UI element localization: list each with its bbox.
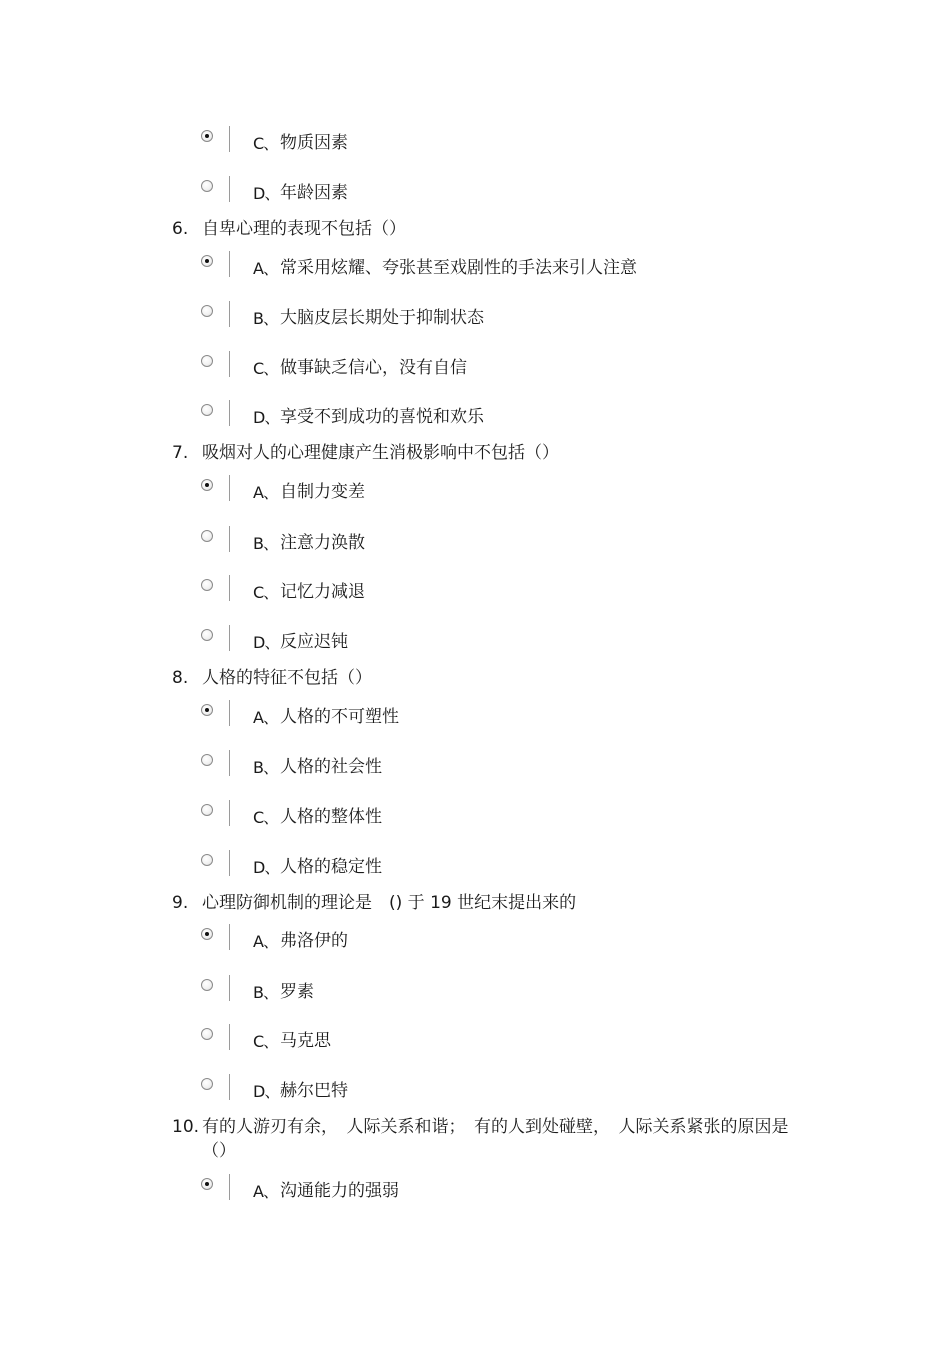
option-letter: C、 [253, 1032, 279, 1051]
option-text: 赫尔巴特 [280, 1081, 348, 1101]
option-8d[interactable] [201, 852, 761, 882]
option-divider [229, 750, 230, 776]
option-7d[interactable] [201, 627, 761, 657]
radio-button[interactable] [201, 355, 213, 367]
question-text: 吸烟对人的心理健康产生消极影响中不包括（） [202, 443, 559, 463]
radio-button[interactable] [201, 305, 213, 317]
option-text: 反应迟钝 [280, 632, 348, 652]
question-number: 9. [172, 893, 189, 913]
option-divider [229, 975, 230, 1001]
radio-button[interactable] [201, 754, 213, 766]
option-letter: D、 [253, 184, 280, 203]
radio-button[interactable] [201, 1078, 213, 1090]
option-text: 弗洛伊的 [280, 931, 348, 951]
option-8a[interactable] [201, 702, 761, 732]
option-text: 沟通能力的强弱 [280, 1181, 399, 1201]
option-letter: A、 [253, 483, 278, 502]
question-number: 10. [172, 1117, 200, 1137]
option-divider [229, 251, 230, 277]
option-5d[interactable] [201, 178, 761, 208]
radio-button-checked[interactable] [201, 928, 213, 940]
option-divider [229, 475, 230, 501]
option-divider [229, 1024, 230, 1050]
question-10 [172, 1115, 812, 1163]
option-6a[interactable] [201, 253, 761, 283]
option-divider [229, 575, 230, 601]
question-number: 8. [172, 668, 189, 688]
option-text: 自制力变差 [280, 482, 365, 502]
question-number: 7. [172, 443, 189, 463]
option-8c[interactable] [201, 802, 761, 832]
option-divider [229, 176, 230, 202]
option-7a[interactable] [201, 477, 761, 507]
radio-button[interactable] [201, 180, 213, 192]
radio-button[interactable] [201, 404, 213, 416]
option-letter: C、 [253, 134, 279, 153]
radio-button[interactable] [201, 579, 213, 591]
option-text: 人格的稳定性 [280, 857, 382, 877]
option-divider [229, 850, 230, 876]
question-8 [172, 666, 812, 690]
option-letter: C、 [253, 359, 279, 378]
option-text: 做事缺乏信心，没有自信 [280, 358, 467, 378]
option-letter: D、 [253, 1082, 280, 1101]
option-letter: C、 [253, 583, 279, 602]
question-7 [172, 441, 812, 465]
option-letter: D、 [253, 858, 280, 877]
option-letter: B、 [253, 758, 278, 777]
option-divider [229, 625, 230, 651]
radio-button-checked[interactable] [201, 255, 213, 267]
option-divider [229, 1074, 230, 1100]
option-text: 记忆力减退 [280, 582, 365, 602]
option-text: 人格的整体性 [280, 807, 382, 827]
option-6d[interactable] [201, 402, 761, 432]
radio-button-checked[interactable] [201, 130, 213, 142]
option-text: 人格的社会性 [280, 757, 382, 777]
question-6 [172, 217, 812, 241]
option-10a[interactable] [201, 1176, 761, 1206]
radio-button[interactable] [201, 854, 213, 866]
option-text: 人格的不可塑性 [280, 707, 399, 727]
option-letter: D、 [253, 633, 280, 652]
option-divider [229, 924, 230, 950]
question-text: 自卑心理的表现不包括（） [202, 219, 406, 239]
option-text: 罗素 [280, 982, 314, 1002]
option-divider [229, 126, 230, 152]
option-9a[interactable] [201, 926, 761, 956]
option-divider [229, 700, 230, 726]
option-9b[interactable] [201, 977, 761, 1007]
question-text: 人格的特征不包括（） [202, 668, 372, 688]
question-text: 心理防御机制的理论是 () 于 19 世纪末提出来的 [202, 893, 577, 913]
option-7c[interactable] [201, 577, 761, 607]
radio-button-checked[interactable] [201, 704, 213, 716]
option-letter: A、 [253, 708, 278, 727]
radio-button[interactable] [201, 629, 213, 641]
option-9c[interactable] [201, 1026, 761, 1056]
option-text: 注意力涣散 [280, 533, 365, 553]
option-divider [229, 351, 230, 377]
option-text: 大脑皮层长期处于抑制状态 [280, 308, 484, 328]
question-number: 6. [172, 219, 189, 239]
option-divider [229, 800, 230, 826]
option-divider [229, 301, 230, 327]
option-letter: A、 [253, 932, 278, 951]
option-divider [229, 1174, 230, 1200]
option-letter: B、 [253, 983, 278, 1002]
option-8b[interactable] [201, 752, 761, 782]
radio-button[interactable] [201, 804, 213, 816]
option-9d[interactable] [201, 1076, 761, 1106]
option-text: 物质因素 [280, 133, 348, 153]
radio-button-checked[interactable] [201, 479, 213, 491]
radio-button[interactable] [201, 530, 213, 542]
option-divider [229, 400, 230, 426]
option-6b[interactable] [201, 303, 761, 333]
option-text: 享受不到成功的喜悦和欢乐 [280, 407, 484, 427]
option-6c[interactable] [201, 353, 761, 383]
option-5c[interactable] [201, 128, 761, 158]
option-letter: B、 [253, 534, 278, 553]
option-letter: D、 [253, 408, 280, 427]
radio-button[interactable] [201, 979, 213, 991]
option-letter: A、 [253, 1182, 278, 1201]
option-text: 马克思 [280, 1031, 331, 1051]
radio-button[interactable] [201, 1028, 213, 1040]
question-9 [172, 891, 812, 915]
option-letter: B、 [253, 309, 278, 328]
option-letter: A、 [253, 259, 278, 278]
option-text: 常采用炫耀、夸张甚至戏剧性的手法来引人注意 [280, 258, 637, 278]
question-text: 有的人游刃有余， 人际关系和谐； 有的人到处碰壁， 人际关系紧张的原因是（） [202, 1117, 789, 1161]
option-letter: C、 [253, 808, 279, 827]
option-7b[interactable] [201, 528, 761, 558]
radio-button-checked[interactable] [201, 1178, 213, 1190]
option-divider [229, 526, 230, 552]
option-text: 年龄因素 [280, 183, 348, 203]
